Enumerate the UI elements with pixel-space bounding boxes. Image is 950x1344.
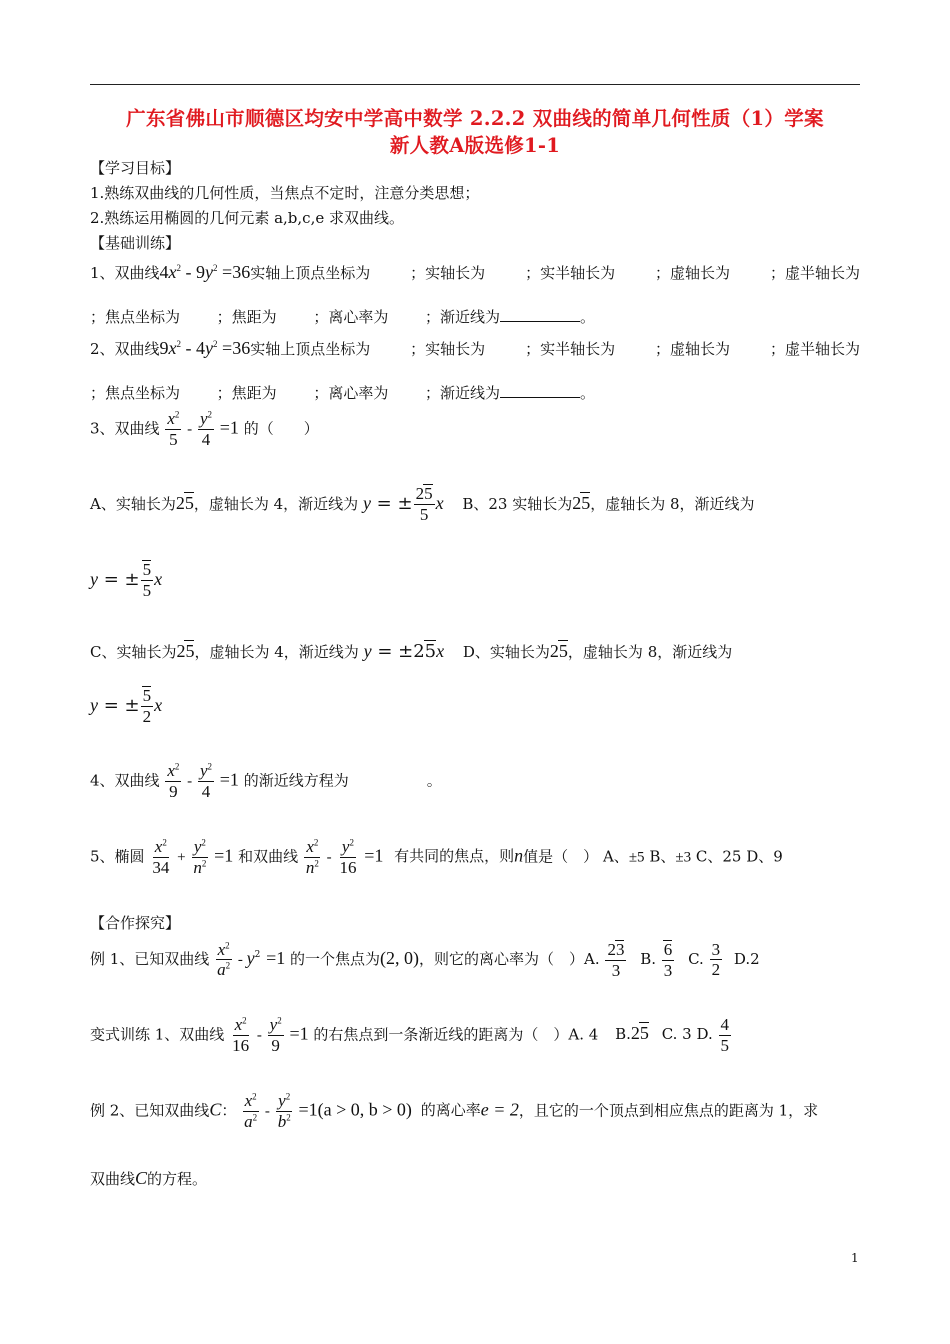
page-number: 1 [851, 1251, 859, 1265]
question-1-line2: ；焦点坐标为 ；焦距为 ；离心率为 ；渐近线为 。 [90, 308, 595, 326]
section-explore: 【合作探究】 [90, 914, 181, 932]
question-3: 3、双曲线 $\frac{x^2}{5}$ - $\frac{y^2}{4}$ =1 的（ ） [90, 409, 319, 449]
question-2-line1: 2、双曲线$9x^2 - 4y^2 =36$实轴上顶点坐标为 ；实轴长为 ；实半轴长为 ；虚轴长为 ；虚半轴长为 [90, 338, 860, 358]
example-2: 例 2、已知双曲线C： $\frac{x^2}{a^2}$ - $\frac{y^2}{b^2}$ =1(a > 0, b > 0) 的离心率e = 2，且它的一个顶点到相应焦点的距离为 1，求 [90, 1091, 819, 1131]
section-basics: 【基础训练】 [90, 234, 181, 252]
question-4: 4、双曲线 $\frac{x^2}{9}$ - $\frac{y^2}{4}$ =1 的渐近线方程为 。 [90, 761, 442, 801]
question-2-line2: ；焦点坐标为 ；焦距为 ；离心率为 ；渐近线为 。 [90, 384, 595, 402]
goal-2: 2.熟练运用椭圆的几何元素 a,b,c,e 求双曲线。 [90, 209, 404, 227]
doc-title-line1: 广东省佛山市顺德区均安中学高中数学 2.2.2 双曲线的简单几何性质（1）学案 [126, 107, 824, 130]
question-3-options-ab: A、实轴长为25，虚轴长为 4，渐近线为 y = ± $\frac{25}{5}$ x B、23 实轴长为25，虚轴长为 8，渐近线为 [90, 484, 755, 524]
example-2-line2: 双曲线C的方程。 [90, 1168, 208, 1188]
question-3-option-d-asymptote: y = ± $\frac{5}{2}$ x [90, 686, 163, 726]
example-1: 例 1、已知双曲线 $\frac{x^2}{a^2}$ - $y^2 =1$ 的一个焦点为(2, 0)，则它的离心率为（ ）A. $\frac{23}{3}$ B. $\frac{6}{3}$ C. $\frac{3}{2}$ D.2 [90, 939, 760, 980]
goal-1: 1.熟练双曲线的几何性质，当焦点不定时，注意分类思想； [90, 184, 480, 202]
doc-title-line2: 新人教A版选修1-1 [389, 134, 561, 157]
variant-training-1: 变式训练 1、双曲线 $\frac{x^2}{16}$ - $\frac{y^2}{9}$ =1 的右焦点到一条渐近线的距离为（ ）A. 4 B.25 C. 3 D. $\frac{4}{5}$ [90, 1015, 730, 1055]
question-5: 5、椭圆 $\frac{x^2}{34}$ + $\frac{y^2}{n^2}$ =1 和双曲线 $\frac{x^2}{n^2}$ - $\frac{y^2}{16}$ =1 有共同的焦点，则n值是（ ） A、±5 B、±3 C、25 D、9 [90, 837, 783, 877]
question-3-options-cd: C、实轴长为25，虚轴长为 4，渐近线为 y = ±25x D、实轴长为25，虚轴长为 8，渐近线为 [90, 641, 733, 662]
question-3-option-b-asymptote: y = ± $\frac{5}{5}$ x [90, 560, 163, 600]
header-rule [90, 84, 860, 85]
section-goals: 【学习目标】 [90, 159, 181, 177]
question-1-line1: 1、双曲线$4x^2 - 9y^2 =36$实轴上顶点坐标为 ；实轴长为 ；实半轴长为 ；虚轴长为 ；虚半轴长为 [90, 262, 860, 282]
